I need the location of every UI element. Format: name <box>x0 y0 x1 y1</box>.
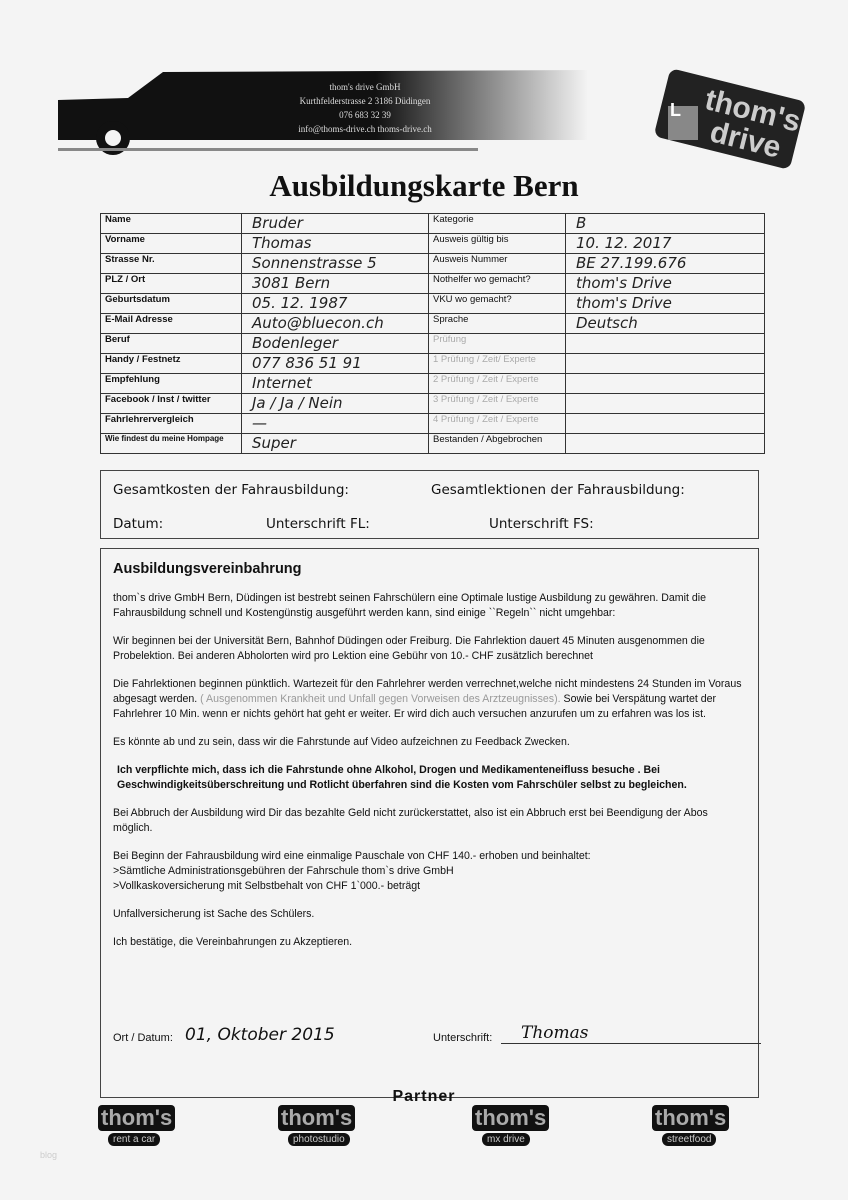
signature-fs-label: Unterschrift FS: <box>489 516 594 532</box>
table-row <box>101 294 765 314</box>
watermark: blog <box>40 1150 58 1160</box>
field-value <box>566 334 765 354</box>
partner-logo-sub: rent a car <box>108 1133 160 1146</box>
field-value <box>566 354 765 374</box>
agreement-bold-paragraph: Ich verpflichte mich, dass ich die Fahrstunde ohne Alkohol, Drogen und Medikamenteneifluss besuche . Bei Geschwindigkeitsüberschreitung und Rotlicht überfahren sind die Kosten vom Fahrschüler selbst zu begleichen. <box>117 764 687 791</box>
partner-logo <box>98 1105 190 1153</box>
field-value: 10. 12. 2017 <box>566 234 765 254</box>
table-row <box>101 314 765 334</box>
date-label: Datum: <box>113 516 164 532</box>
agreement-paragraph: Unfallversicherung ist Sache des Schülers. <box>113 908 315 920</box>
field-value: B <box>566 214 765 234</box>
field-value: 05. 12. 1987 <box>242 294 429 314</box>
table-row <box>101 434 765 454</box>
agreement-paragraph <box>113 677 746 722</box>
table-row <box>101 374 765 394</box>
field-value: 3081 Bern <box>242 274 429 294</box>
table-row <box>101 274 765 294</box>
field-value: Super <box>242 434 429 454</box>
text: Die Fahrlektionen beginnen pünktlich. Wartezeit für den Fahrlehrer werden verrechnet,welche nicht mindestens 24 Stunden im Voraus abgesagt werden. <box>113 678 742 705</box>
table-row <box>101 414 765 434</box>
partner-logo-name: thom's <box>278 1105 355 1131</box>
field-value <box>566 414 765 434</box>
field-label: Prüfung <box>429 334 566 354</box>
partner-logo-sub: mx drive <box>482 1133 530 1146</box>
field-label: Sprache <box>429 314 566 334</box>
field-value: Sonnenstrasse 5 <box>242 254 429 274</box>
signature-label: Unterschrift: <box>433 1032 493 1044</box>
field-label: Beruf <box>101 334 242 354</box>
field-value <box>566 434 765 454</box>
agreement-heading: Ausbildungsvereinbahrung <box>113 561 302 577</box>
place-date-value: 01, Oktober 2015 <box>185 1025 335 1045</box>
field-label: Name <box>101 214 242 234</box>
field-value: thom's Drive <box>566 294 765 314</box>
logo-text: thom's drive <box>701 83 804 165</box>
total-cost-label: Gesamtkosten der Fahrausbildung: <box>113 482 349 498</box>
field-value: Thomas <box>242 234 429 254</box>
field-value: Ja / Ja / Nein <box>242 394 429 414</box>
text: >Sämtliche Administrationsgebühren der Fahrschule thom`s drive GmbH <box>113 865 454 877</box>
field-label: VKU wo gemacht? <box>429 294 566 314</box>
agreement-paragraph: Es könnte ab und zu sein, dass wir die Fahrstunde auf Video aufzeichnen zu Feedback Zwecken. <box>113 736 570 748</box>
field-value: BE 27.199.676 <box>566 254 765 274</box>
agreement-paragraph: Bei Abbruch der Ausbildung wird Dir das bezahlte Geld nicht zurückerstattet, also ist ein Abbruch erst bei Beendigung der Abos möglich. <box>113 807 708 834</box>
field-label: Fahrlehrervergleich <box>101 414 242 434</box>
field-value: Internet <box>242 374 429 394</box>
table-row <box>101 214 765 234</box>
field-label: Geburtsdatum <box>101 294 242 314</box>
partner-logo <box>472 1105 564 1153</box>
agreement-paragraph: Wir beginnen bei der Universität Bern, Bahnhof Düdingen oder Freiburg. Die Fahrlektion dauert 45 Minuten ausgenommen die Probelektion. Bei anderen Abholorten wird pro Lektion eine Gebühr von 10.- CHF zusätzlich berechnet <box>113 635 705 662</box>
company-street: Kurthfelderstrasse 2 3186 Düdingen <box>299 96 431 106</box>
agreement-paragraph: thom`s drive GmbH Bern, Düdingen ist bestrebt seinen Fahrschülern eine Optimale lustige Ausbildung zu gewähren. Damit die Fahrausbildung schnell und Kostengünstig ausgeführt werden kann, sind einige ``Regeln`` nicht umgehbar: <box>113 592 706 619</box>
field-label: Nothelfer wo gemacht? <box>429 274 566 294</box>
company-address <box>255 80 475 136</box>
cost-summary-box <box>100 470 759 539</box>
field-label: E-Mail Adresse <box>101 314 242 334</box>
partner-heading: Partner <box>392 1088 456 1105</box>
field-label: PLZ / Ort <box>101 274 242 294</box>
signature-image: Thomas <box>501 1023 761 1044</box>
partner-logo-sub: streetfood <box>662 1133 716 1146</box>
field-label: 3 Prüfung / Zeit / Experte <box>429 394 566 414</box>
field-label: Vorname <box>101 234 242 254</box>
field-label: Facebook / Inst / twitter <box>101 394 242 414</box>
text: Bei Beginn der Fahrausbildung wird eine einmalige Pauschale von CHF 140.- erhoben und beinhaltet: <box>113 850 591 862</box>
field-label: Kategorie <box>429 214 566 234</box>
field-value: — <box>242 414 429 434</box>
agreement-paragraph <box>113 849 746 894</box>
text-grey: ( Ausgenommen Krankheit und Unfall gegen Vorweisen des Arztzeugnisses). <box>200 693 561 705</box>
field-label: Ausweis gültig bis <box>429 234 566 254</box>
total-lessons-label: Gesamtlektionen der Fahrausbildung: <box>431 482 685 498</box>
place-date-label: Ort / Datum: <box>113 1032 173 1044</box>
company-web: info@thoms-drive.ch thoms-drive.ch <box>298 124 432 134</box>
text: Sowie bei Verspätung wartet der Fahrlehrer 10 Min. wenn er nichts gehört hat geht er weiter. Er wird dich auch versuchen anzurufen um zu erfahren was los ist. <box>113 693 717 720</box>
field-value: Auto@bluecon.ch <box>242 314 429 334</box>
partner-logo <box>652 1105 744 1153</box>
table-row <box>101 254 765 274</box>
field-label: 2 Prüfung / Zeit / Experte <box>429 374 566 394</box>
field-label: Strasse Nr. <box>101 254 242 274</box>
company-phone: 076 683 32 39 <box>339 110 391 120</box>
field-label: Wie findest du meine Hompage <box>101 434 242 454</box>
field-value: thom's Drive <box>566 274 765 294</box>
table-row <box>101 394 765 414</box>
logo-badge: L <box>670 100 681 120</box>
partner-logo <box>278 1105 370 1153</box>
partner-logo-name: thom's <box>652 1105 729 1131</box>
field-value <box>566 374 765 394</box>
field-label: 1 Prüfung / Zeit/ Experte <box>429 354 566 374</box>
field-value: 077 836 51 91 <box>242 354 429 374</box>
student-info-table <box>100 213 765 454</box>
text: >Vollkaskoversicherung mit Selbstbehalt von CHF 1`000.- beträgt <box>113 880 421 892</box>
partner-logo-name: thom's <box>472 1105 549 1131</box>
field-value: Deutsch <box>566 314 765 334</box>
table-row <box>101 354 765 374</box>
company-name: thom's drive GmbH <box>329 82 401 92</box>
agreement-paragraph: Ich bestätige, die Vereinbahrungen zu Akzeptieren. <box>113 936 353 948</box>
field-label: Empfehlung <box>101 374 242 394</box>
field-label: Bestanden / Abgebrochen <box>429 434 566 454</box>
field-label: Handy / Festnetz <box>101 354 242 374</box>
signature-fl-label: Unterschrift FL: <box>266 516 370 532</box>
field-value: Bodenleger <box>242 334 429 354</box>
partner-logo-name: thom's <box>98 1105 175 1131</box>
agreement-box <box>100 548 759 1098</box>
table-row <box>101 234 765 254</box>
field-label: Ausweis Nummer <box>429 254 566 274</box>
field-value <box>566 394 765 414</box>
field-value: Bruder <box>242 214 429 234</box>
page-title: Ausbildungskarte Bern <box>269 168 579 203</box>
partner-logo-sub: photostudio <box>288 1133 350 1146</box>
field-label: 4 Prüfung / Zeit / Experte <box>429 414 566 434</box>
table-row <box>101 334 765 354</box>
